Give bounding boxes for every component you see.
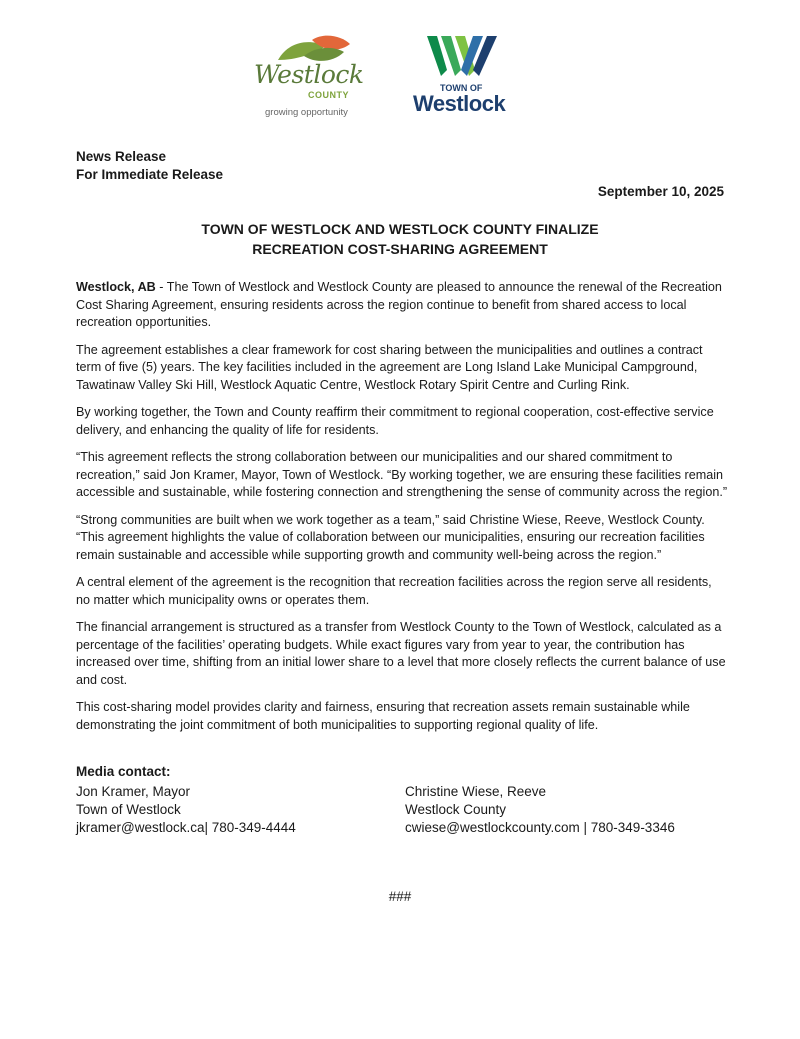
release-label — [76, 148, 223, 184]
immediate-release-label: For Immediate Release — [76, 167, 224, 182]
contact-county — [405, 783, 675, 837]
town-of-westlock-logo — [410, 36, 520, 122]
paragraph-5: “Strong communities are built when we work together as a team,” said Christine Wiese, Reeve, Westlock County. “This agreement highlights the value of collaboration between our municipalities, ensuring our recreation facilities remain sustainable and accessible while supporting growth and community well-being across the region.” — [76, 512, 705, 562]
media-contact-heading: Media contact: — [76, 764, 171, 779]
paragraph-1 — [76, 279, 728, 332]
page-title — [76, 219, 724, 259]
logo-bar — [0, 30, 800, 120]
news-release-label: News Release — [76, 149, 167, 164]
w-mark-icon — [427, 36, 499, 80]
paragraph-4: “This agreement reflects the strong collaboration between our municipalities and our shared commitment to recreation,” said Jon Kramer, Mayor, Town of Westlock. “By working together, we are ensuring these facilities remain accessible and sustainable, while fostering connection and strengthening the sense of community across the region.” — [76, 450, 728, 499]
headline-line-2: RECREATION COST-SHARING AGREEMENT — [252, 241, 548, 257]
paragraph-3: By working together, the Town and County reaffirm their commitment to regional cooperation, cost-effective service delivery, and enhancing the quality of life for residents. — [76, 405, 714, 437]
paragraph-1-text: - The Town of Westlock and Westlock County are pleased to announce the renewal of the Recreation Cost Sharing Agreement, ensuring residents across the region continue to benefit from shared access to local recreation opportunities. — [76, 280, 722, 329]
county-logo-tagline: growing opportunity — [265, 107, 348, 118]
contact-county-org: Westlock County — [405, 802, 507, 817]
contact-county-email-phone[interactable]: cwiese@westlockcounty.com | 780-349-3346 — [405, 820, 675, 835]
headline-line-1: TOWN OF WESTLOCK AND WESTLOCK COUNTY FINALIZE — [201, 221, 599, 237]
contact-town-email-phone[interactable]: jkramer@westlock.ca| 780-349-4444 — [76, 820, 296, 835]
paragraph-6: A central element of the agreement is the recognition that recreation facilities across the region serve all residents, no matter which municipality owns or operates them. — [76, 575, 712, 607]
paragraph-8: This cost-sharing model provides clarity and fairness, ensuring that recreation assets remain sustainable while demonstrating the joint commitment of both municipalities to supporting regional quality of life. — [76, 700, 690, 732]
contact-town-org: Town of Westlock — [76, 802, 181, 817]
westlock-county-logo — [250, 34, 370, 120]
contact-town-name: Jon Kramer, Mayor — [76, 784, 191, 799]
contact-county-name: Christine Wiese, Reeve — [405, 784, 547, 799]
county-logo-sub: COUNTY — [308, 90, 349, 100]
dateline: Westlock, AB — [76, 280, 156, 294]
paragraph-2: The agreement establishes a clear framework for cost sharing between the municipalities and outlines a contract term of five (5) years. The key facilities included in the agreement are Long Island Lake Municipal Campground, Tawatinaw Valley Ski Hill, Westlock Aquatic Centre, Westlock Rotary Spirit Centre and Curling Rink. — [76, 342, 703, 392]
contact-town — [76, 783, 296, 837]
release-date: September 10, 2025 — [597, 184, 724, 199]
paragraph-7: The financial arrangement is structured as a transfer from Westlock County to the Town of Westlock, calculated as a percentage of the facilities’ operating budgets. While exact figures vary from year to year, the contribution has increased over time, shifting from an initial lower share to a level that more closely reflects the current balance of use and cost. — [76, 620, 726, 687]
town-logo-name: Westlock — [413, 91, 506, 116]
town-logo-prefix: TOWN OF — [440, 83, 483, 93]
end-mark: ### — [388, 889, 412, 904]
county-logo-name: Westlock — [254, 60, 364, 89]
article-body — [76, 279, 728, 744]
